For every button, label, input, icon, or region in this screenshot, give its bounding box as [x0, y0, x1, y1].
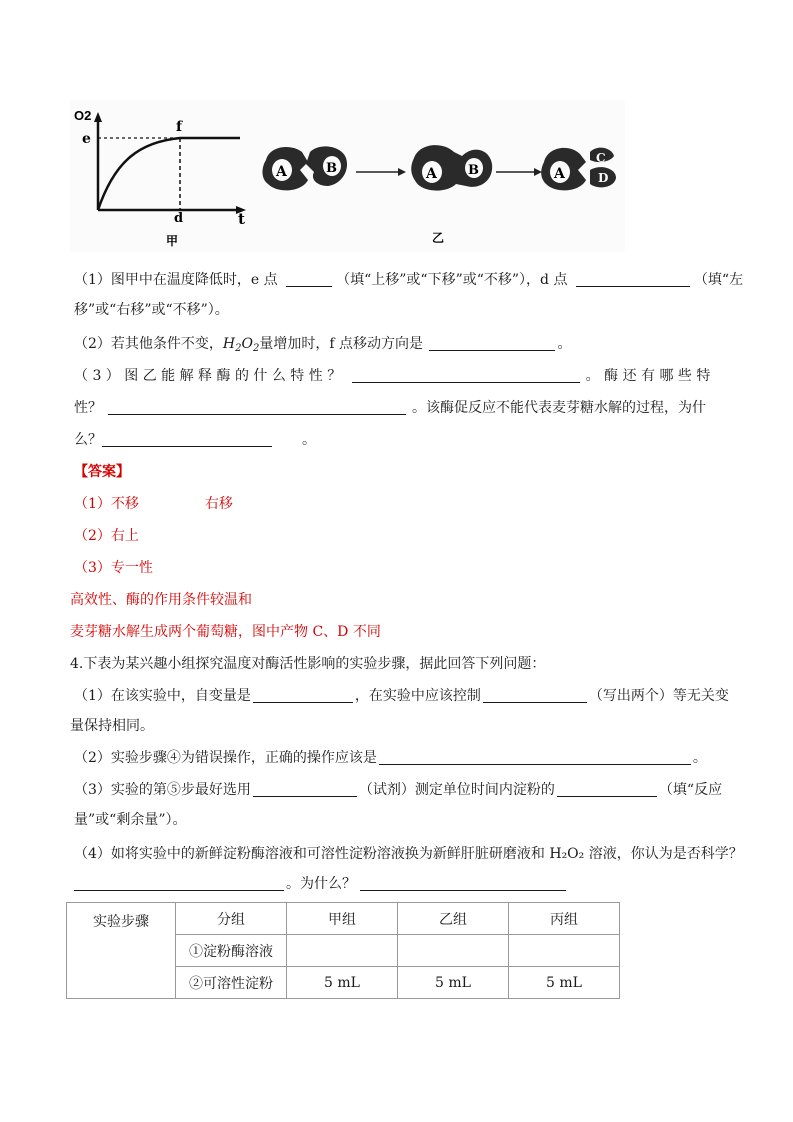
- table-cell: 5 mL: [398, 967, 509, 999]
- table-header-cell: 乙组: [398, 903, 509, 935]
- diagram-yi: [263, 145, 617, 245]
- q2-formula-sub2: 2: [253, 343, 260, 354]
- table-header-cell: 实验步骤: [67, 903, 176, 999]
- table-cell: ②可溶性淀粉: [176, 967, 287, 999]
- enzyme-substrate-stage-1: [263, 146, 348, 190]
- question-4-part-1-line-2: 量保持相同。: [70, 718, 154, 734]
- graph-y-label: O2: [74, 108, 92, 123]
- table-header-cell: 分组: [176, 903, 287, 935]
- graph-point-e: e: [82, 131, 91, 147]
- table-cell: [398, 935, 509, 967]
- q3-text-d: 。该酶促反应不能代表麦芽糖水解的过程，为什: [412, 400, 706, 416]
- table-cell: [287, 935, 398, 967]
- diagram-label-d: D: [598, 171, 609, 185]
- graph-point-f: f: [176, 119, 183, 135]
- question-4-part-2: [74, 748, 707, 768]
- graph-point-d: d: [174, 211, 184, 226]
- q4-p2-text-a: （2）实验步骤④为错误操作，正确的操作应该是: [74, 750, 377, 766]
- q2-formula-o: O: [241, 336, 253, 352]
- answer-3: （3）专一性: [74, 560, 153, 576]
- q4-blank-control[interactable]: [483, 688, 587, 703]
- q2-formula-h: H: [222, 336, 236, 352]
- q2-text-b: 量增加时，f 点移动方向是: [259, 336, 424, 352]
- q4-blank-why[interactable]: [360, 876, 566, 891]
- answer-5: 麦芽糖水解生成两个葡萄糖，图中产物 C、D 不同: [70, 624, 381, 640]
- table-cell: 5 mL: [287, 967, 398, 999]
- graph-x-label: t: [238, 210, 245, 228]
- q1-blank-e[interactable]: [286, 272, 332, 287]
- table-cell: [509, 935, 620, 967]
- q4-p1-text-a: （1）在该实验中，自变量是: [74, 688, 251, 704]
- answer-2: （2）右上: [74, 528, 139, 544]
- q2-blank[interactable]: [429, 336, 555, 351]
- diagram-label-a3: A: [554, 166, 565, 182]
- question-4-title: 4.下表为某兴趣小组探究温度对酶活性影响的实验步骤，据此回答下列问题：: [70, 656, 546, 672]
- answer-1-b: 右移: [204, 496, 233, 512]
- question-1-line-2: 移”或“右移”或“不移”）。: [74, 302, 229, 318]
- enzyme-substrate-complex: [411, 145, 492, 190]
- q3-text-a: （ 3 ） 图 乙 能 解 释 酶 的 什 么 特 性 ？: [74, 368, 342, 384]
- diagram-label-c: C: [596, 151, 606, 165]
- question-4-part-3-line-2: 量”或“剩余量”）。: [74, 812, 187, 828]
- table-header-cell: 丙组: [509, 903, 620, 935]
- q3-text-b: 。 酶 还 有 哪 些 特: [585, 368, 711, 384]
- q4-p4-text-b: 。为什么？: [286, 876, 356, 892]
- table-header-row: [67, 903, 620, 935]
- diagram-label-b2: B: [468, 163, 479, 178]
- q4-blank-variable[interactable]: [253, 688, 353, 703]
- q1-text-b: （填“上移”或“下移”或“不移”），d 点: [336, 272, 568, 288]
- q3-text-f: 。: [302, 432, 316, 448]
- answer-1: [74, 494, 233, 514]
- experiment-steps-table: [66, 902, 620, 999]
- question-1-line-1: [74, 270, 743, 290]
- q4-blank-scientific[interactable]: [74, 876, 284, 891]
- q4-blank-correct-op[interactable]: [379, 750, 691, 765]
- question-4-part-1-line-1: [74, 686, 729, 706]
- question-4-part-4-line-2: [74, 874, 566, 894]
- q4-p1-text-b: ，在实验中应该控制: [354, 688, 481, 704]
- q4-p2-text-b: 。: [692, 750, 707, 766]
- answer-4: 高效性、酶的作用条件较温和: [70, 592, 252, 608]
- diagram-label-b1: B: [326, 161, 337, 176]
- figure-graph-and-diagram: [70, 100, 625, 252]
- diagram-caption: 乙: [432, 231, 445, 245]
- q4-p3-text-c: （填“反应: [658, 782, 723, 798]
- q3-text-c: 性？: [74, 400, 102, 416]
- diagram-label-a2: A: [426, 166, 437, 182]
- question-3-line-3: [74, 430, 316, 450]
- question-4-part-4-line-1: （4）如将实验中的新鲜淀粉酶溶液和可溶性淀粉溶液换为新鲜肝脏研磨液和 H₂O₂ 溶液，你认为是否科学？: [74, 846, 743, 862]
- q3-text-e: 么？: [74, 432, 102, 448]
- table-cell: ①淀粉酶溶液: [176, 935, 287, 967]
- q2-text-c: 。: [557, 336, 572, 352]
- answer-1-a: （1）不移: [74, 496, 139, 512]
- q3-blank-2[interactable]: [108, 400, 406, 415]
- answer-heading: 【答案】: [74, 464, 130, 480]
- q4-blank-amount[interactable]: [557, 782, 657, 797]
- q3-blank-3[interactable]: [102, 432, 272, 447]
- enzyme-products-stage-3: [541, 148, 616, 191]
- graph-caption: 甲: [166, 234, 179, 248]
- table-header-cell: 甲组: [287, 903, 398, 935]
- question-3-line-2: [74, 398, 706, 418]
- q1-text-a: （1）图甲中在温度降低时，e 点: [74, 272, 278, 288]
- question-2-line: [74, 334, 571, 359]
- question-4-part-3-line-1: [74, 780, 722, 800]
- q4-p3-text-a: （3）实验的第⑤步最好选用: [74, 782, 251, 798]
- q3-blank-1[interactable]: [352, 368, 580, 383]
- q4-p1-text-c: （写出两个）等无关变: [588, 688, 729, 704]
- question-3-line-1: [74, 366, 710, 386]
- q4-blank-reagent[interactable]: [253, 782, 357, 797]
- diagram-label-a1: A: [276, 164, 287, 180]
- table-cell: 5 mL: [509, 967, 620, 999]
- q1-text-c: （填“左: [693, 272, 744, 288]
- q1-blank-d[interactable]: [576, 272, 690, 287]
- q4-p3-text-b: （试剂）测定单位时间内淀粉的: [358, 782, 555, 798]
- q2-formula-sub1: 2: [235, 343, 242, 354]
- graph-jia: [74, 108, 246, 248]
- q2-text-a: （2）若其他条件不变，: [74, 336, 223, 352]
